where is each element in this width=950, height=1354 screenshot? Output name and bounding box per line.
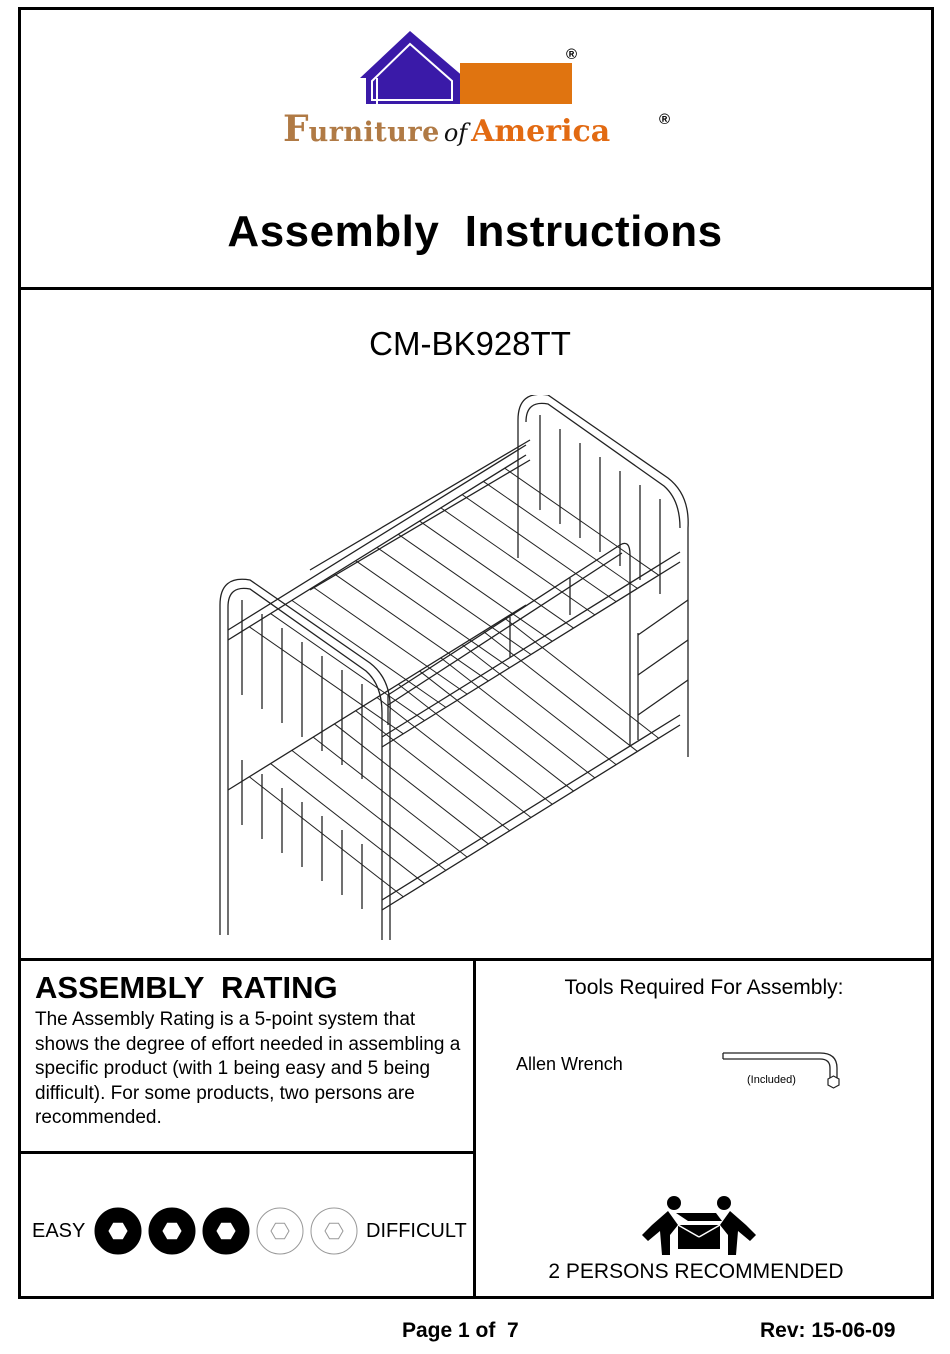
page-number: Page 1 of 7 [402, 1319, 519, 1342]
document-title: Assembly Instructions [227, 207, 723, 256]
tools-heading: Tools Required For Assembly: [564, 976, 844, 999]
rating-scale [94, 1205, 364, 1257]
revision-label: Rev: 15-06-09 [760, 1319, 896, 1342]
rating-dot-hex [271, 1223, 289, 1239]
assembly-rating-description: The Assembly Rating is a 5-point system that shows the degree of effort needed in assembling a specific product (with 1 being easy and 5 being difficult). For some products, two persons are recommended. [35, 1009, 461, 1128]
brand-rest: urniture [308, 117, 440, 148]
divider-header [18, 287, 931, 290]
rating-dot-hex [109, 1223, 127, 1239]
registered-mark-brand: ® [659, 111, 671, 128]
brand-america: America [471, 114, 611, 149]
tool-name: Allen Wrench [516, 1054, 623, 1074]
registered-mark-logo: ® [566, 46, 578, 63]
difficult-label: DIFFICULT [366, 1220, 467, 1242]
model-number: CM-BK928TT [369, 325, 571, 362]
brand-name [283, 108, 683, 154]
rating-dot-hex [163, 1223, 181, 1239]
allen-wrench-icon [720, 1048, 845, 1093]
easy-label: EASY [32, 1220, 86, 1242]
two-persons-lifting-icon [638, 1195, 758, 1257]
tool-note: (Included) [747, 1074, 796, 1086]
assembly-rating-heading: ASSEMBLY RATING [35, 970, 338, 1005]
divider-rating [18, 1151, 474, 1154]
rating-dot-hex [217, 1223, 235, 1239]
brand-initial: F [283, 108, 309, 150]
bunk-bed-illustration [210, 395, 710, 940]
brand-of: of [443, 119, 468, 147]
rating-dot-hex [325, 1223, 343, 1239]
divider-vertical [473, 958, 476, 1296]
persons-recommended-label: 2 PERSONS RECOMMENDED [548, 1260, 844, 1283]
